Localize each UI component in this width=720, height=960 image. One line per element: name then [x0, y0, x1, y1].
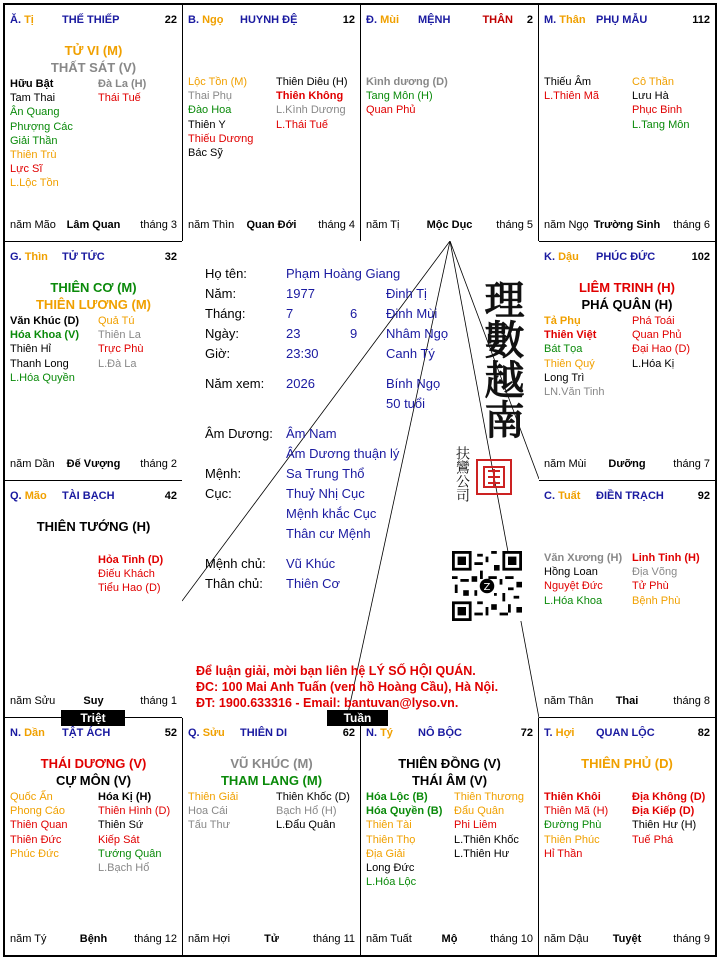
star-item: L.Hóa Kị	[632, 357, 675, 370]
main-star: THẤT SÁT (V)	[50, 60, 137, 75]
palace-number: 12	[342, 14, 355, 26]
qr-code[interactable]	[452, 551, 522, 621]
tuan-tag: Tuần	[327, 710, 388, 726]
palace-name: TẬT ÁCH	[62, 727, 111, 739]
star-item: L.Hóa Lộc	[366, 876, 417, 889]
main-star: THIÊN TƯỚNG (H)	[36, 519, 151, 534]
palace-header	[544, 14, 710, 28]
palace-year: năm Dậu	[544, 933, 589, 945]
star-item: Trực Phù	[98, 343, 144, 356]
star-item: Thiên Y	[188, 118, 226, 131]
star-item: L.Đẩu Quân	[276, 819, 336, 832]
palace-hoi	[538, 717, 716, 956]
view-year-value: 2026	[286, 376, 315, 391]
palace-stem-branch: B. Ngọ	[188, 14, 224, 26]
palace-name: THIÊN DI	[240, 727, 288, 739]
palace-month: tháng 9	[673, 933, 710, 945]
palace-header	[10, 14, 177, 28]
star-item: Long Đức	[366, 862, 415, 875]
day-value: 23	[286, 326, 301, 341]
hour-value: 23:30	[286, 346, 319, 361]
day-lunar: 9	[350, 326, 358, 341]
main-star: CỰ MÔN (V)	[55, 773, 132, 788]
right-star-list	[98, 77, 146, 105]
palace-stage: Lâm Quan	[66, 219, 121, 231]
star-item: Thiên La	[98, 329, 141, 342]
calligraphy-text: 理數越南	[478, 279, 525, 439]
palace-footer	[366, 219, 533, 233]
contact-line-3: ĐT: 1900.633316 - Email: bantuvan@lyso.vn.	[196, 696, 459, 710]
right-star-list	[98, 553, 163, 596]
palace-year: năm Mùi	[544, 458, 587, 470]
left-star-list	[544, 75, 599, 103]
star-item: Thiên Việt	[544, 329, 597, 342]
palace-year: năm Tý	[10, 933, 47, 945]
palace-number: 62	[342, 727, 355, 739]
star-item: Hóa Lộc (B)	[366, 791, 428, 803]
star-item: Hỉ Thần	[544, 847, 583, 860]
horoscope-chart	[3, 3, 717, 957]
red-seal-stamp	[476, 459, 512, 495]
palace-header	[366, 14, 533, 28]
palace-stage: Tử	[264, 933, 279, 945]
palace-tuat	[538, 480, 716, 718]
star-item: Thiên Diêu (H)	[276, 76, 348, 88]
palace-year: năm Thân	[544, 695, 594, 707]
palace-name: TỬ TỨC	[62, 251, 105, 263]
star-item: Thiên Tài	[366, 819, 412, 832]
palace-header	[10, 251, 177, 265]
palace-number: 82	[697, 727, 710, 739]
star-item: Bát Tọa	[544, 343, 583, 356]
star-item: Bác Sỹ	[188, 147, 223, 160]
star-item: Địa Kiếp (D)	[632, 805, 695, 818]
palace-footer	[188, 933, 355, 947]
palace-header	[544, 490, 710, 504]
palace-number: 42	[164, 490, 177, 502]
thanchu-label: Thân chủ:	[205, 576, 263, 591]
star-item: Hóa Kị (H)	[98, 791, 152, 803]
palace-name: HUYNH ĐỆ	[240, 14, 298, 26]
star-item: Quan Phủ	[366, 104, 416, 117]
palace-month: tháng 3	[140, 219, 177, 231]
palace-ngo	[182, 4, 361, 242]
month-lunar: 6	[350, 306, 358, 321]
menh-value: Sa Trung Thổ	[286, 466, 365, 481]
star-item: Đào Hoa	[188, 104, 232, 117]
name-value: Phạm Hoàng Giang	[286, 266, 401, 281]
star-item: Phá Toái	[632, 315, 675, 327]
palace-year: năm Hợi	[188, 933, 231, 945]
palace-header	[188, 14, 355, 28]
star-item: Bệnh Phù	[632, 594, 681, 607]
palace-year: năm Tị	[366, 219, 400, 231]
star-item: Phượng Các	[10, 120, 73, 133]
star-item: Hồng Loan	[544, 566, 598, 579]
palace-stage: Thai	[615, 695, 639, 707]
palace-month: tháng 10	[490, 933, 533, 945]
amduong-note: Âm Dương thuận lý	[286, 446, 400, 461]
star-item: Thiên Thọ	[366, 833, 416, 846]
palace-stem-branch: N. Dần	[10, 727, 45, 739]
right-star-list	[98, 790, 170, 875]
year-label: Năm:	[205, 286, 237, 301]
month-value: 7	[286, 306, 294, 321]
star-item: Tam Thai	[10, 92, 56, 105]
star-item: Thiên Giải	[188, 791, 239, 803]
menhchu-label: Mệnh chủ:	[205, 556, 266, 571]
palace-name: QUAN LỘC	[596, 727, 655, 739]
star-item: Thiên Thương	[454, 791, 525, 803]
palace-dan	[4, 717, 183, 956]
star-item: Phong Cáo	[10, 805, 66, 818]
palace-number: 52	[164, 727, 177, 739]
than-position: Thân cư Mệnh	[286, 526, 371, 541]
left-star-list	[10, 77, 73, 191]
star-item: L.Bạch Hổ	[98, 862, 150, 875]
star-item: Quốc Ấn	[10, 791, 53, 803]
palace-year: năm Dần	[10, 458, 55, 470]
star-item: Nguyệt Đức	[544, 580, 603, 593]
star-item: Thiên Khôi	[544, 791, 601, 803]
star-item: Địa Giải	[366, 847, 406, 860]
palace-name: TÀI BẠCH	[62, 490, 115, 502]
right-star-list	[632, 314, 690, 371]
right-star-list	[454, 790, 524, 861]
palace-footer	[10, 458, 177, 472]
star-item: Kình dương (D)	[366, 76, 448, 88]
star-item: Bạch Hổ (H)	[276, 805, 337, 818]
right-star-list	[632, 551, 700, 608]
palace-month: tháng 4	[318, 219, 355, 231]
palace-footer	[544, 219, 710, 233]
star-item: Thiên Mã (H)	[544, 805, 609, 818]
thanchu-value: Thiên Cơ	[286, 576, 341, 591]
star-item: Đường Phù	[544, 819, 602, 832]
palace-header	[366, 727, 533, 741]
left-star-list	[188, 790, 238, 833]
palace-name: ĐIỀN TRẠCH	[596, 490, 664, 502]
palace-number: 72	[520, 727, 533, 739]
star-item: LN.Văn Tinh	[544, 386, 605, 399]
star-item: Thái Tuế	[98, 92, 141, 105]
palace-month: tháng 11	[312, 933, 355, 945]
palace-stem-branch: Q. Sửu	[188, 727, 225, 739]
palace-footer	[10, 219, 177, 233]
right-star-list	[632, 790, 705, 847]
palace-footer	[544, 458, 710, 472]
small-seal-text: 扶鸞公司	[454, 446, 470, 502]
star-item: Quan Phủ	[632, 329, 682, 342]
palace-stem-branch: K. Dậu	[544, 251, 579, 263]
star-item: Hóa Quyền (B)	[366, 805, 443, 818]
star-item: L.Hóa Quyền	[10, 371, 75, 384]
palace-number: 92	[697, 490, 710, 502]
hour-label: Giờ:	[205, 346, 231, 361]
palace-header	[10, 727, 177, 741]
star-item: Linh Tinh (H)	[632, 552, 700, 564]
star-item: Thiên Hình (D)	[98, 805, 171, 818]
main-star: THIÊN LƯƠNG (M)	[35, 297, 152, 312]
star-item: Phúc Đức	[10, 847, 59, 860]
palace-mao	[4, 480, 183, 718]
palace-year: năm Tuất	[366, 933, 412, 945]
star-item: Điếu Khách	[98, 568, 155, 581]
star-item: Phi Liêm	[454, 819, 497, 832]
star-item: Thiên Phúc	[544, 833, 600, 846]
star-item: Tuế Phá	[632, 833, 674, 846]
palace-name: NÔ BỘC	[418, 727, 462, 739]
star-item: Giải Thần	[10, 134, 58, 147]
palace-header	[188, 727, 355, 741]
star-item: Quả Tú	[98, 315, 135, 327]
palace-stem-branch: Q. Mão	[10, 490, 47, 502]
palace-stem-branch: Đ. Mùi	[366, 14, 400, 26]
palace-suu	[182, 717, 361, 956]
palace-stage: Trường Sinh	[593, 219, 661, 231]
palace-stem-branch: C. Tuất	[544, 490, 581, 502]
star-item: L.Tang Môn	[632, 118, 690, 131]
star-item: Long Trì	[544, 371, 585, 384]
palace-number: 112	[692, 14, 710, 26]
palace-number: 32	[164, 251, 177, 263]
palace-year: năm Mão	[10, 219, 56, 231]
than-marker: THÂN	[482, 14, 513, 26]
star-item: Đẩu Quân	[454, 805, 505, 818]
star-item: Đà La (H)	[98, 78, 147, 90]
star-item: Hóa Khoa (V)	[10, 329, 80, 342]
palace-year: năm Sửu	[10, 695, 56, 707]
palace-dau	[538, 241, 716, 481]
palace-footer	[10, 695, 177, 709]
star-item: Thiếu Dương	[188, 132, 254, 145]
left-star-list	[544, 314, 605, 399]
star-item: Lưu Hà	[632, 90, 669, 103]
star-item: Thiên Khốc (D)	[276, 791, 350, 803]
left-star-list	[366, 790, 442, 889]
palace-footer	[366, 933, 533, 947]
palace-stem-branch: G. Thìn	[10, 251, 48, 263]
right-star-list	[632, 75, 689, 132]
star-item: Thiên Quý	[544, 357, 595, 370]
palace-thin	[4, 241, 183, 481]
main-star: THIÊN CƠ (M)	[50, 280, 137, 295]
left-star-list	[10, 790, 67, 861]
star-item: L.Kình Dương	[276, 104, 346, 117]
palace-stage: Bệnh	[79, 933, 108, 945]
star-item: Cô Thần	[632, 76, 674, 88]
star-item: Thiên Đức	[10, 833, 62, 846]
palace-ty	[4, 4, 183, 242]
month-label: Tháng:	[205, 306, 246, 321]
palace-stage: Dưỡng	[608, 458, 646, 470]
star-item: Hoa Cái	[188, 805, 228, 818]
contact-line-1: Để luận giải, mời bạn liên hệ LÝ SỐ HỘI QUÁN.	[196, 664, 476, 678]
right-star-list	[276, 790, 350, 833]
palace-year: năm Ngọ	[544, 219, 589, 231]
palace-footer	[10, 933, 177, 947]
palace-footer	[188, 219, 355, 233]
palace-year: năm Thìn	[188, 219, 235, 231]
star-item: Tiểu Hao (D)	[98, 582, 161, 595]
day-canchi: Nhâm Ngọ	[386, 326, 449, 341]
star-item: Đại Hao (D)	[632, 343, 691, 356]
star-item: L.Hóa Khoa	[544, 594, 603, 607]
palace-header	[10, 490, 177, 504]
left-star-list	[366, 75, 448, 118]
star-item: Tả Phụ	[544, 315, 581, 327]
palace-month: tháng 2	[140, 458, 177, 470]
star-item: Tấu Thư	[188, 819, 231, 832]
year-value: 1977	[286, 286, 315, 301]
star-item: Thiếu Âm	[544, 76, 592, 88]
view-year-canchi: Bính Ngọ	[386, 376, 441, 391]
main-star: PHÁ QUÂN (H)	[581, 297, 673, 312]
star-item: Lộc Tồn (M)	[188, 76, 248, 88]
right-star-list	[276, 75, 348, 132]
main-star: VŨ KHÚC (M)	[230, 756, 313, 771]
amduong-value: Âm Nam	[286, 426, 337, 441]
palace-month: tháng 1	[140, 695, 177, 707]
palace-stem-branch: T. Hợi	[544, 727, 575, 739]
star-item: Văn Xương (H)	[544, 552, 623, 564]
palace-month: tháng 8	[673, 695, 710, 707]
palace-month: tháng 7	[673, 458, 710, 470]
palace-than	[538, 4, 716, 242]
star-item: Phục Binh	[632, 104, 683, 117]
palace-stage: Quan Đới	[246, 219, 297, 231]
star-item: Thiên Hỉ	[10, 343, 51, 356]
star-item: L.Đà La	[98, 357, 137, 370]
star-item: Hỏa Tinh (D)	[98, 554, 164, 566]
left-star-list	[544, 790, 608, 861]
star-item: L.Thiên Hư	[454, 847, 510, 860]
star-item: Thiên Hư (H)	[632, 819, 697, 832]
palace-number: 2	[526, 14, 533, 26]
star-item: Lực Sĩ	[10, 163, 43, 176]
palace-name: MỆNH	[418, 14, 451, 26]
star-item: Thiên Trù	[10, 149, 57, 162]
main-star: LIÊM TRINH (H)	[578, 280, 676, 295]
palace-footer	[544, 695, 710, 709]
center-info-panel	[182, 241, 539, 718]
palace-ti	[360, 717, 539, 956]
palace-stage: Mộc Dục	[426, 219, 473, 231]
contact-line-2: ĐC: 100 Mai Anh Tuấn (ven hồ Hoàng Cầu), Hà Nội.	[196, 680, 499, 694]
star-item: Tang Môn (H)	[366, 90, 433, 103]
triet-tag: Triệt	[61, 710, 125, 726]
palace-stem-branch: N. Tý	[366, 727, 393, 739]
cuc-value: Thuỷ Nhị Cục	[286, 486, 365, 501]
star-item: Thai Phụ	[188, 90, 233, 103]
palace-month: tháng 6	[673, 219, 710, 231]
name-label: Họ tên:	[205, 266, 247, 281]
view-year-label: Năm xem:	[205, 376, 265, 391]
star-item: L.Thiên Khốc	[454, 833, 519, 846]
calligraphy-title	[474, 279, 525, 453]
day-label: Ngày:	[205, 326, 239, 341]
year-canchi: Đinh Tị	[386, 286, 427, 301]
main-star: THIÊN ĐỒNG (V)	[398, 756, 501, 771]
palace-stage: Mộ	[441, 933, 458, 945]
left-star-list	[10, 314, 79, 385]
palace-number: 22	[164, 14, 177, 26]
month-canchi: Đinh Mùi	[386, 306, 438, 321]
star-item: L.Thái Tuế	[276, 118, 328, 131]
palace-stage: Suy	[83, 695, 104, 707]
main-star: THIÊN PHỦ (D)	[581, 756, 673, 771]
star-item: L.Lộc Tồn	[10, 177, 59, 190]
palace-month: tháng 12	[134, 933, 177, 945]
left-star-list	[188, 75, 253, 160]
star-item: Tử Phù	[632, 580, 669, 593]
palace-mui	[360, 4, 539, 242]
star-item: Thiên Quan	[10, 819, 68, 832]
star-item: L.Thiên Mã	[544, 90, 600, 103]
star-item: Tướng Quân	[98, 847, 162, 860]
left-star-list	[544, 551, 622, 608]
palace-header	[544, 727, 710, 741]
menh-label: Mệnh:	[205, 466, 242, 481]
star-item: Thiên Sứ	[98, 819, 144, 832]
main-star: TỬ VI (M)	[64, 43, 123, 58]
palace-name: PHÚC ĐỨC	[596, 251, 656, 263]
main-star: THÁI DƯƠNG (V)	[40, 756, 147, 771]
palace-stage: Tuyệt	[612, 933, 642, 945]
main-star: THAM LANG (M)	[220, 773, 323, 788]
right-star-list	[98, 314, 143, 371]
star-item: Thanh Long	[10, 357, 69, 370]
star-item: Văn Khúc (D)	[10, 315, 80, 327]
star-item: Địa Không (D)	[632, 791, 706, 803]
palace-footer	[544, 933, 710, 947]
palace-month: tháng 5	[496, 219, 533, 231]
amduong-label: Âm Dương:	[205, 426, 273, 441]
menhchu-value: Vũ Khúc	[286, 556, 336, 571]
palace-stem-branch: Ă. Tị	[10, 14, 34, 26]
svg-text:Z: Z	[483, 582, 491, 594]
palace-number: 102	[691, 251, 710, 263]
age-value: 50 tuổi	[386, 396, 426, 411]
main-star: THÁI ÂM (V)	[411, 773, 488, 788]
palace-name: PHỤ MẪU	[596, 14, 648, 26]
palace-stage: Đế Vượng	[66, 458, 121, 470]
star-item: Thiên Không	[276, 90, 344, 103]
star-item: Kiếp Sát	[98, 833, 140, 846]
hour-canchi: Canh Tý	[386, 346, 435, 361]
palace-name: THẾ THIẾP	[62, 14, 120, 26]
palace-stem-branch: M. Thân	[544, 14, 586, 26]
cuc-relation: Mệnh khắc Cục	[286, 506, 377, 521]
palace-header	[544, 251, 710, 265]
star-item: Ân Quang	[10, 106, 60, 119]
cuc-label: Cục:	[205, 486, 232, 501]
star-item: Hữu Bật	[10, 78, 54, 90]
star-item: Địa Võng	[632, 566, 678, 579]
